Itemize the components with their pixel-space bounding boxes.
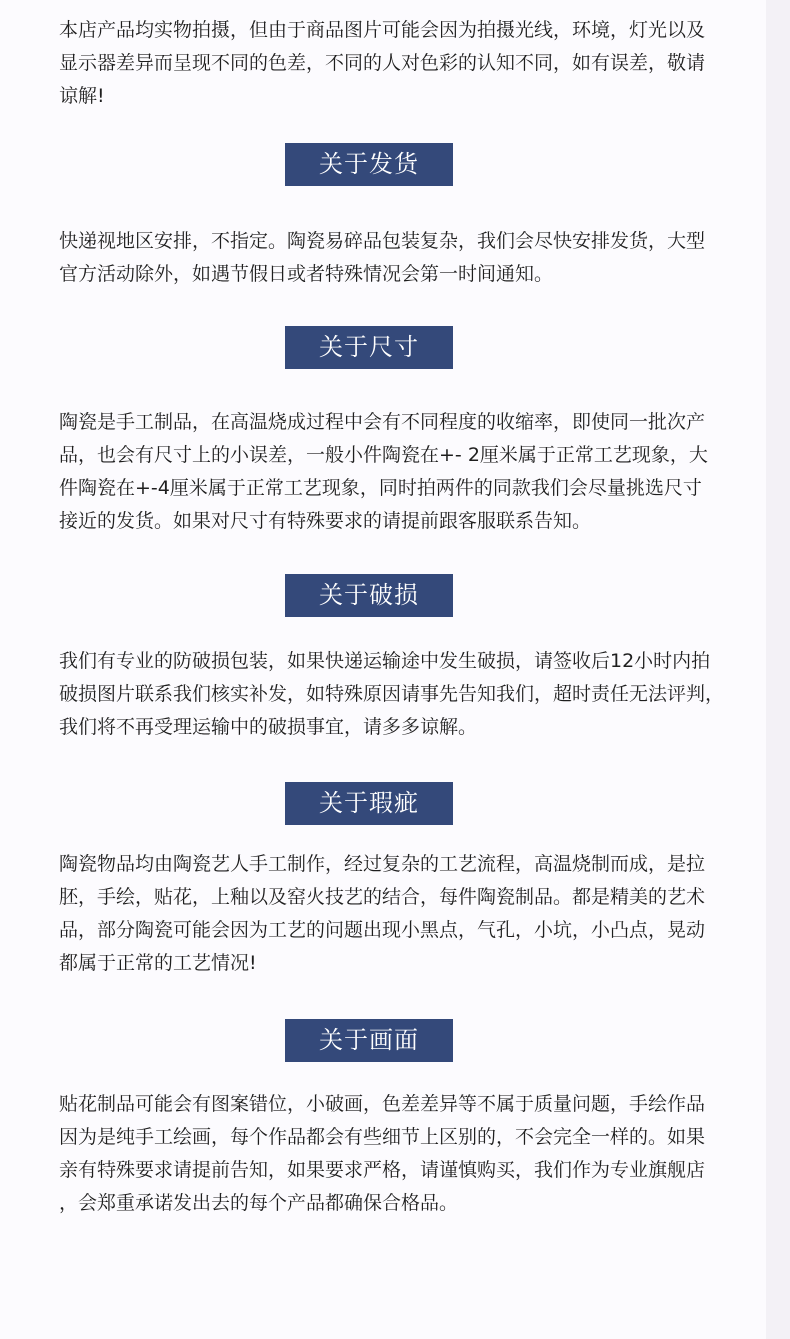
intro-paragraph: 本店产品均实物拍摄，但由于商品图片可能会因为拍摄光线，环境，灯光以及 显示器差异而呈现不同的色差，不同的人对色彩的认知不同，如有误差，敬请 谅解! — [59, 19, 706, 107]
section-heading-shipping: 关于发货 — [285, 143, 453, 186]
section-text-damage: 我们有专业的防破损包装，如果快递运输途中发生破损，请签收后12小时内拍 破损图片联系我们核实补发，如特殊原因请事先告知我们，超时责任无法评判， 我们将不再受理运输中的破损事宜，请多多谅解。 — [59, 650, 725, 738]
section-text-pattern: 贴花制品可能会有图案错位，小破画，色差差异等不属于质量问题，手绘作品 因为是纯手工绘画，每个作品都会有些细节上区别的，不会完全一样的。如果 亲有特殊要求请提前告知，如果要求严格，请谨慎购买，我们作为专业旗舰店 ，会郑重承诺发出去的每个产品都确保合格品。 — [59, 1093, 706, 1214]
page-edge-strip — [766, 0, 790, 1339]
section-heading-size: 关于尺寸 — [285, 326, 453, 369]
section-heading-flaws: 关于瑕疵 — [285, 782, 453, 825]
section-text-flaws: 陶瓷物品均由陶瓷艺人手工制作，经过复杂的工艺流程，高温烧制而成，是拉 胚，手绘，贴花，上釉以及窑火技艺的结合，每件陶瓷制品。都是精美的艺术 品，部分陶瓷可能会因为工艺的问题出现小黑点，气孔，小坑，小凸点，晃动 都属于正常的工艺情况! — [59, 853, 706, 974]
section-text-size: 陶瓷是手工制品，在高温烧成过程中会有不同程度的收缩率，即使同一批次产 品，也会有尺寸上的小误差，一般小件陶瓷在+- 2厘米属于正常工艺现象，大 件陶瓷在+-4厘米属于正常工艺现象，同时拍两件的同款我们会尽量挑选尺寸 接近的发货。如果对尺寸有特殊要求的请提前跟客服联系告知。 — [59, 411, 708, 532]
section-heading-damage: 关于破损 — [285, 574, 453, 617]
section-heading-pattern: 关于画面 — [285, 1019, 453, 1062]
section-text-shipping: 快递视地区安排，不指定。陶瓷易碎品包装复杂，我们会尽快安排发货，大型 官方活动除外，如遇节假日或者特殊情况会第一时间通知。 — [59, 230, 706, 285]
